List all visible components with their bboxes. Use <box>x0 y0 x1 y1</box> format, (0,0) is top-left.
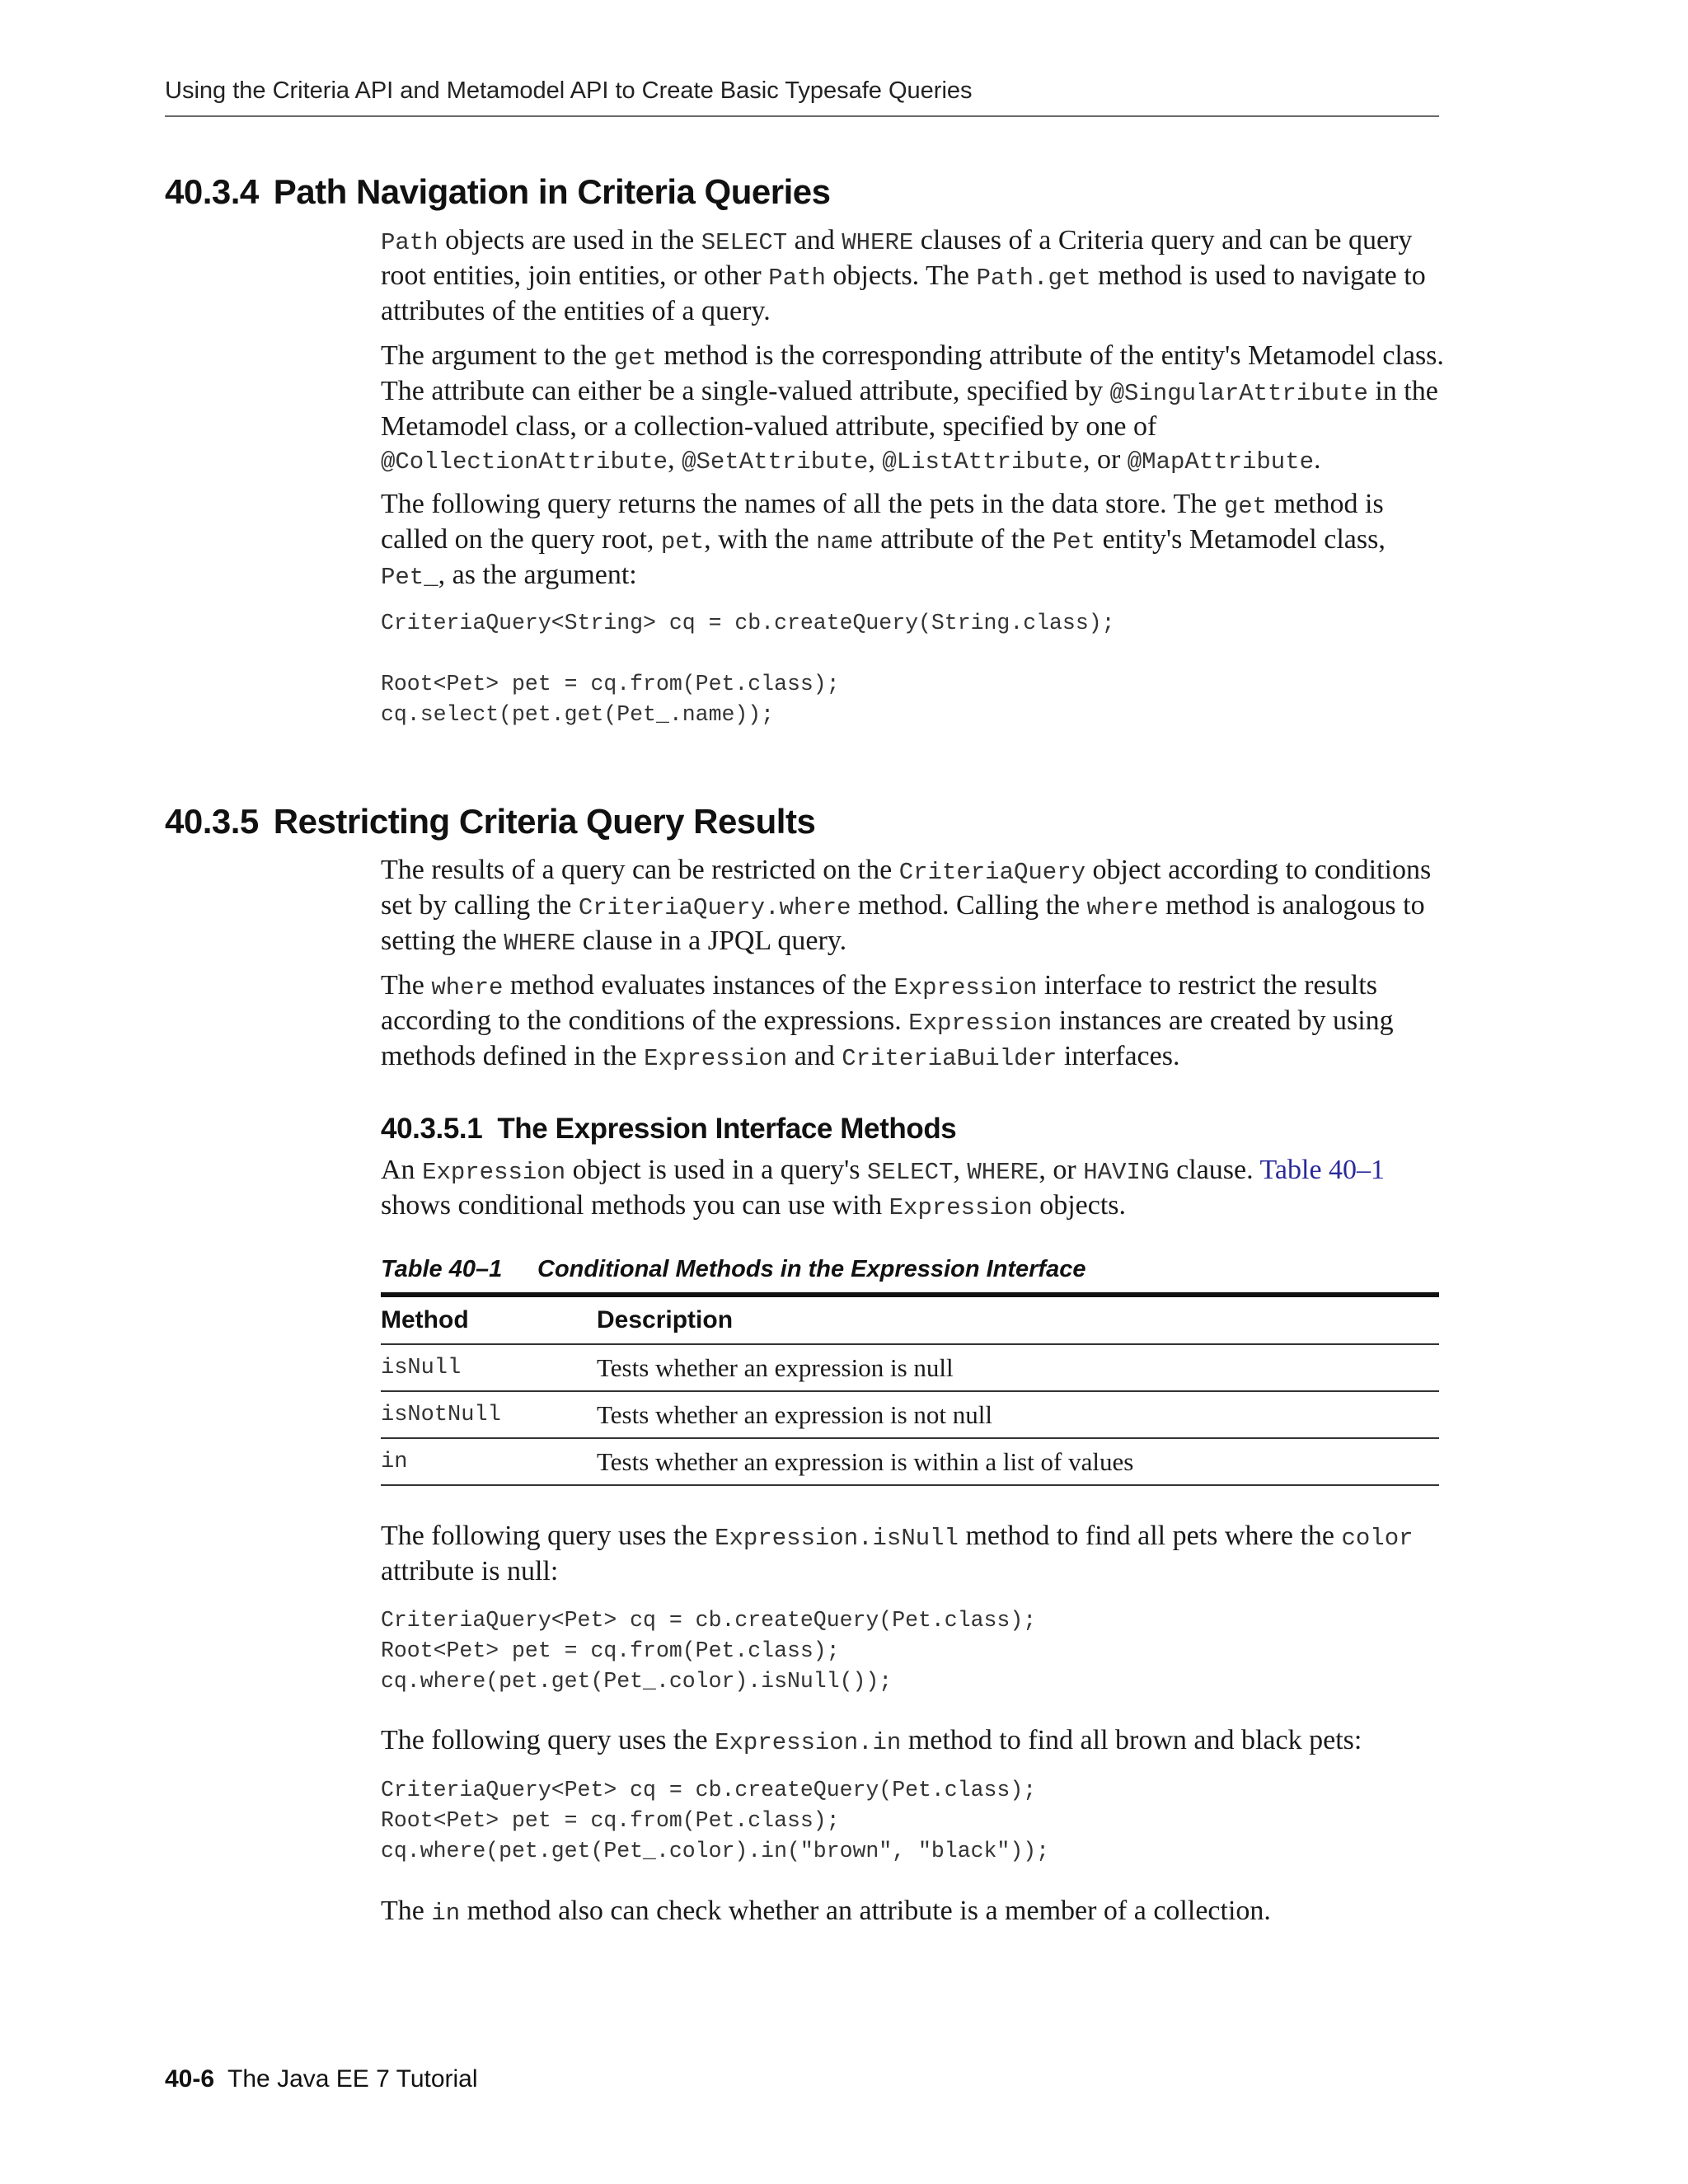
text-run: The following query returns the names of all the pets in the data store. The <box>381 489 1224 519</box>
text-run: , <box>868 444 883 475</box>
paragraph-path-objects <box>381 224 1446 328</box>
description-cell: Tests whether an expression is null <box>597 1352 954 1382</box>
method-cell: isNull <box>381 1355 462 1380</box>
page-number: 40-6 <box>165 2065 215 2093</box>
description-cell: Tests whether an expression is within a list of values <box>597 1446 1134 1476</box>
inline-code: name <box>816 528 874 555</box>
subsection-title: The Expression Interface Methods <box>497 1113 957 1145</box>
inline-code: Pet_ <box>381 564 438 591</box>
text-run: . <box>1314 444 1321 475</box>
inline-code: @SetAttribute <box>682 448 869 476</box>
text-run: object according to conditions set by calling the <box>381 855 1432 921</box>
text-run: The <box>381 1896 432 1926</box>
paragraph-isnull-query <box>381 1520 1446 1588</box>
section-title: Path Navigation in Criteria Queries <box>273 172 831 211</box>
text-run: method is used to navigate to attributes of the entities of a query. <box>381 260 1426 326</box>
text-run: method to find all brown and black pets: <box>901 1725 1362 1755</box>
inline-code: SELECT <box>701 229 788 256</box>
text-run: attribute is null: <box>381 1556 559 1586</box>
inline-code: Expression <box>893 974 1038 1001</box>
subsection-number: 40.3.5.1 <box>381 1113 483 1145</box>
inline-code: HAVING <box>1083 1159 1170 1186</box>
inline-code: Path.get <box>976 265 1091 292</box>
inline-code: CriteriaQuery.where <box>578 894 851 921</box>
text-run: , or <box>1039 1155 1084 1185</box>
inline-code: CriteriaQuery <box>898 859 1086 886</box>
text-run: The results of a query can be restricted on the <box>381 855 899 885</box>
method-cell: in <box>381 1449 408 1474</box>
text-run: The following query uses the <box>381 1521 715 1551</box>
text-run: , with the <box>704 524 817 555</box>
text-run: method is called on the query root, <box>381 489 1384 555</box>
text-run: , as the argument: <box>438 560 637 590</box>
inline-code: Expression <box>908 1010 1053 1037</box>
inline-code: where <box>431 974 504 1001</box>
text-run: object is used in a query's <box>565 1155 867 1185</box>
inline-code: in <box>431 1900 461 1927</box>
running-header-title: Using the Criteria API and Metamodel API to Create Basic Typesafe Queries <box>165 77 973 104</box>
column-header-description: Description <box>597 1306 734 1333</box>
text-run: The <box>381 970 432 1001</box>
inline-code: Expression <box>889 1194 1033 1221</box>
page-footer <box>165 2064 478 2094</box>
text-run: The following query uses the <box>381 1725 715 1755</box>
inline-code: WHERE <box>842 229 914 256</box>
text-run: objects. The <box>825 260 977 291</box>
table-cross-reference-link[interactable]: Table 40–1 <box>1259 1155 1386 1185</box>
method-cell: isNotNull <box>381 1402 501 1427</box>
text-run: clauses of a Criteria query and can be query root entities, join entities, or other <box>381 225 1413 291</box>
text-run: interfaces. <box>1057 1041 1180 1071</box>
text-run: interface to restrict the results according to the conditions of the expressions. <box>381 970 1377 1036</box>
text-run: clause. <box>1169 1155 1260 1185</box>
table-row <box>381 1392 1439 1439</box>
text-run: method also can check whether an attribute is a member of a collection. <box>460 1896 1271 1926</box>
inline-code: @ListAttribute <box>882 448 1083 476</box>
table-number: Table 40–1 <box>381 1256 503 1282</box>
inline-code: where <box>1086 894 1159 921</box>
paragraph-names-query <box>381 488 1446 594</box>
text-run: , <box>953 1155 968 1185</box>
description-cell: Tests whether an expression is not null <box>597 1399 992 1429</box>
text-run: attribute of the <box>873 524 1053 555</box>
inline-code: Path <box>381 229 438 256</box>
text-run: objects are used in the <box>438 225 701 255</box>
text-run: An <box>381 1155 423 1185</box>
text-run: and <box>787 1041 842 1071</box>
subsection-heading-expression-methods <box>381 1111 956 1147</box>
section-title: Restricting Criteria Query Results <box>273 802 816 841</box>
section-heading-path-navigation <box>165 171 830 213</box>
paragraph-where-method <box>381 969 1446 1076</box>
paragraph-get-argument <box>381 340 1446 479</box>
paragraph-expression-object <box>381 1154 1446 1225</box>
inline-code: Path <box>768 265 826 292</box>
code-block-in: CriteriaQuery<Pet> cq = cb.createQuery(Pet.class); Root<Pet> pet = cq.from(Pet.class); cq.where(pet.get(Pet_.color).in("brown", "black")); <box>381 1778 1050 1863</box>
text-run: method is analogous to setting the <box>381 890 1425 956</box>
conditional-methods-table <box>381 1292 1439 1486</box>
table-row <box>381 1345 1439 1392</box>
paragraph-in-query <box>381 1724 1446 1760</box>
inline-code: Expression.in <box>715 1729 902 1756</box>
code-block-select-names: CriteriaQuery<String> cq = cb.createQuery(String.class); Root<Pet> pet = cq.from(Pet.class); cq.select(pet.get(Pet_.name)); <box>381 611 1115 727</box>
table-caption <box>381 1254 1085 1284</box>
text-run: instances are created by using methods defined in the <box>381 1005 1394 1071</box>
column-header-method: Method <box>381 1306 469 1333</box>
inline-code: CriteriaBuilder <box>842 1045 1057 1072</box>
text-run: method evaluates instances of the <box>503 970 894 1001</box>
paragraph-in-collection <box>381 1895 1446 1930</box>
inline-code: Expression <box>422 1159 566 1186</box>
section-heading-restricting-results <box>165 801 815 842</box>
section-number: 40.3.4 <box>165 172 259 211</box>
code-block-isnull: CriteriaQuery<Pet> cq = cb.createQuery(Pet.class); Root<Pet> pet = cq.from(Pet.class); cq.where(pet.get(Pet_.color).isNull()); <box>381 1608 1037 1694</box>
text-run: method is the corresponding attribute of the entity's Metamodel class. The attribute can either be a single-valued attribute, specified by <box>381 340 1444 406</box>
text-run: clause in a JPQL query. <box>575 926 847 956</box>
text-run: entity's Metamodel class, <box>1095 524 1386 555</box>
text-run: method. Calling the <box>851 890 1087 921</box>
section-number: 40.3.5 <box>165 802 259 841</box>
inline-code: pet <box>660 528 705 555</box>
table-header-row <box>381 1297 1439 1345</box>
text-run: shows conditional methods you can use with <box>381 1190 889 1221</box>
inline-code: Pet <box>1052 528 1096 555</box>
table-title: Conditional Methods in the Expression Interface <box>537 1256 1086 1282</box>
text-run: method to find all pets where the <box>958 1521 1342 1551</box>
inline-code: @MapAttribute <box>1127 448 1315 476</box>
inline-code: WHERE <box>504 930 576 957</box>
text-run: objects. <box>1032 1190 1126 1221</box>
inline-code: get <box>1223 493 1268 520</box>
inline-code: color <box>1341 1525 1414 1552</box>
inline-code: get <box>613 344 657 372</box>
text-run: and <box>787 225 842 255</box>
inline-code: @SingularAttribute <box>1109 380 1368 407</box>
inline-code: WHERE <box>967 1159 1039 1186</box>
inline-code: Expression.isNull <box>715 1525 959 1552</box>
text-run: in the Metamodel class, or a collection-valued attribute, specified by one of <box>381 376 1438 442</box>
paragraph-restrict-results <box>381 854 1446 960</box>
book-title: The Java EE 7 Tutorial <box>227 2065 478 2093</box>
table-row <box>381 1439 1439 1486</box>
running-header <box>165 76 1439 117</box>
inline-code: @CollectionAttribute <box>381 448 668 476</box>
inline-code: Expression <box>644 1045 788 1072</box>
inline-code: SELECT <box>866 1159 954 1186</box>
text-run: , or <box>1082 444 1128 475</box>
text-run: The argument to the <box>381 340 614 371</box>
text-run: , <box>668 444 682 475</box>
